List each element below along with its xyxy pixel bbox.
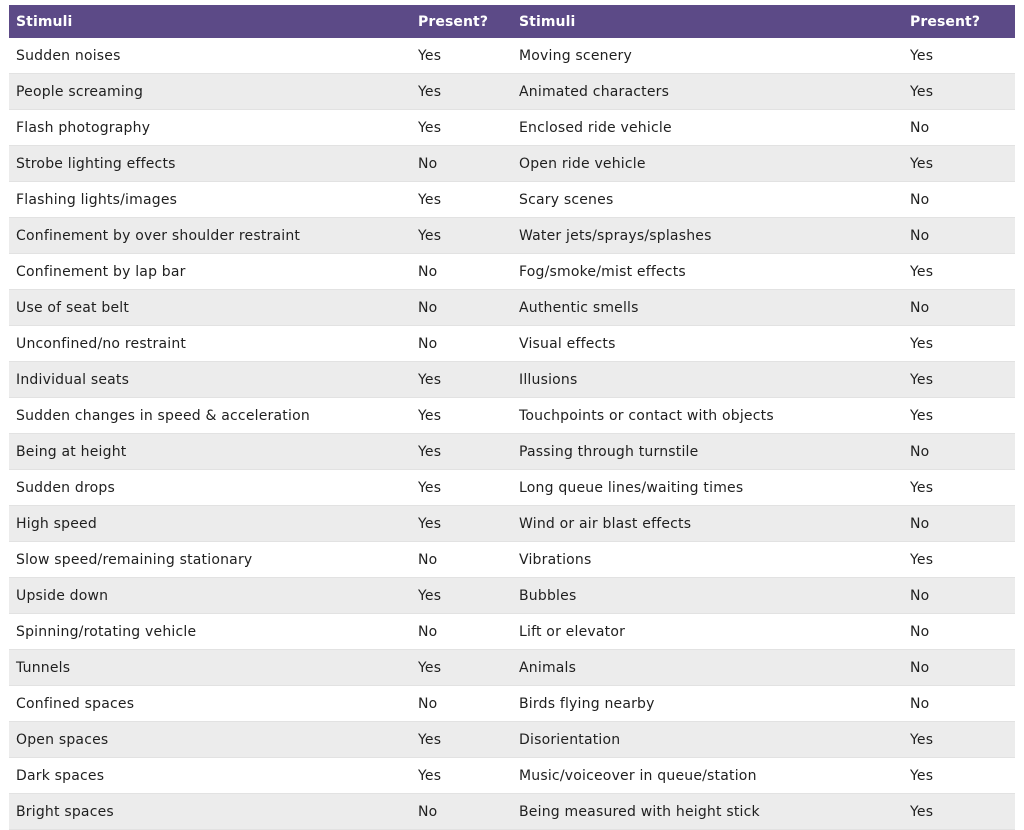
table-row bbox=[9, 182, 1015, 218]
table-row bbox=[9, 578, 1015, 614]
stimulus-left-cell: Spinning/rotating vehicle bbox=[9, 614, 411, 650]
stimulus-right-cell: Animated characters bbox=[512, 74, 903, 110]
present-right-cell: Yes bbox=[903, 470, 1015, 506]
stimulus-left-cell: Sudden changes in speed & acceleration bbox=[9, 398, 411, 434]
present-right-cell: No bbox=[903, 110, 1015, 146]
stimulus-left-cell: Confined spaces bbox=[9, 686, 411, 722]
stimulus-left-cell: Dark spaces bbox=[9, 758, 411, 794]
stimulus-left-cell: Sudden noises bbox=[9, 38, 411, 74]
table-row bbox=[9, 362, 1015, 398]
present-right-cell: Yes bbox=[903, 794, 1015, 830]
table-row bbox=[9, 614, 1015, 650]
present-left-cell: Yes bbox=[411, 470, 512, 506]
table-row bbox=[9, 506, 1015, 542]
present-right-cell: No bbox=[903, 182, 1015, 218]
stimulus-right-cell: Animals bbox=[512, 650, 903, 686]
present-left-cell: Yes bbox=[411, 218, 512, 254]
stimulus-right-cell: Touchpoints or contact with objects bbox=[512, 398, 903, 434]
present-right-cell: Yes bbox=[903, 398, 1015, 434]
present-left-cell: Yes bbox=[411, 182, 512, 218]
stimulus-left-cell: High speed bbox=[9, 506, 411, 542]
stimulus-right-cell: Bubbles bbox=[512, 578, 903, 614]
stimulus-right-cell: Long queue lines/waiting times bbox=[512, 470, 903, 506]
table-row bbox=[9, 398, 1015, 434]
present-left-cell: No bbox=[411, 542, 512, 578]
stimulus-left-cell: Flashing lights/images bbox=[9, 182, 411, 218]
present-left-cell: Yes bbox=[411, 362, 512, 398]
table-row bbox=[9, 74, 1015, 110]
present-left-cell: Yes bbox=[411, 722, 512, 758]
stimulus-right-cell: Being measured with height stick bbox=[512, 794, 903, 830]
table-row bbox=[9, 794, 1015, 830]
present-right-cell: No bbox=[903, 686, 1015, 722]
header-present-left: Present? bbox=[411, 5, 512, 38]
present-right-cell: No bbox=[903, 506, 1015, 542]
stimuli-table bbox=[9, 5, 1015, 830]
table-row bbox=[9, 542, 1015, 578]
table-row bbox=[9, 218, 1015, 254]
stimulus-left-cell: Use of seat belt bbox=[9, 290, 411, 326]
present-left-cell: Yes bbox=[411, 110, 512, 146]
header-stimuli-right: Stimuli bbox=[512, 5, 903, 38]
present-left-cell: No bbox=[411, 794, 512, 830]
stimulus-right-cell: Open ride vehicle bbox=[512, 146, 903, 182]
present-right-cell: Yes bbox=[903, 362, 1015, 398]
stimulus-left-cell: Strobe lighting effects bbox=[9, 146, 411, 182]
stimulus-left-cell: Upside down bbox=[9, 578, 411, 614]
stimulus-right-cell: Illusions bbox=[512, 362, 903, 398]
header-stimuli-left: Stimuli bbox=[9, 5, 411, 38]
present-left-cell: No bbox=[411, 614, 512, 650]
table-row bbox=[9, 146, 1015, 182]
present-right-cell: Yes bbox=[903, 74, 1015, 110]
present-left-cell: No bbox=[411, 686, 512, 722]
present-right-cell: No bbox=[903, 578, 1015, 614]
present-right-cell: Yes bbox=[903, 326, 1015, 362]
present-right-cell: Yes bbox=[903, 542, 1015, 578]
present-left-cell: Yes bbox=[411, 434, 512, 470]
present-right-cell: No bbox=[903, 650, 1015, 686]
stimulus-right-cell: Wind or air blast effects bbox=[512, 506, 903, 542]
present-left-cell: No bbox=[411, 254, 512, 290]
present-right-cell: Yes bbox=[903, 758, 1015, 794]
present-right-cell: Yes bbox=[903, 38, 1015, 74]
stimulus-left-cell: Tunnels bbox=[9, 650, 411, 686]
stimulus-left-cell: Unconfined/no restraint bbox=[9, 326, 411, 362]
present-left-cell: Yes bbox=[411, 578, 512, 614]
header-row bbox=[9, 5, 1015, 38]
present-right-cell: Yes bbox=[903, 146, 1015, 182]
present-right-cell: Yes bbox=[903, 254, 1015, 290]
present-right-cell: No bbox=[903, 614, 1015, 650]
stimulus-right-cell: Authentic smells bbox=[512, 290, 903, 326]
present-left-cell: Yes bbox=[411, 758, 512, 794]
table-row bbox=[9, 758, 1015, 794]
stimulus-left-cell: Sudden drops bbox=[9, 470, 411, 506]
stimulus-left-cell: Flash photography bbox=[9, 110, 411, 146]
stimulus-left-cell: Open spaces bbox=[9, 722, 411, 758]
stimulus-left-cell: Confinement by over shoulder restraint bbox=[9, 218, 411, 254]
table-row bbox=[9, 650, 1015, 686]
stimulus-left-cell: Being at height bbox=[9, 434, 411, 470]
table-row bbox=[9, 470, 1015, 506]
table-row bbox=[9, 326, 1015, 362]
present-left-cell: Yes bbox=[411, 74, 512, 110]
stimulus-right-cell: Music/voiceover in queue/station bbox=[512, 758, 903, 794]
stimulus-right-cell: Vibrations bbox=[512, 542, 903, 578]
stimulus-right-cell: Disorientation bbox=[512, 722, 903, 758]
present-right-cell: Yes bbox=[903, 722, 1015, 758]
table-row bbox=[9, 38, 1015, 74]
table-row bbox=[9, 434, 1015, 470]
header-present-right: Present? bbox=[903, 5, 1015, 38]
present-left-cell: No bbox=[411, 146, 512, 182]
table-row bbox=[9, 254, 1015, 290]
stimulus-left-cell: Slow speed/remaining stationary bbox=[9, 542, 411, 578]
stimulus-right-cell: Birds flying nearby bbox=[512, 686, 903, 722]
table-row bbox=[9, 722, 1015, 758]
stimulus-right-cell: Water jets/sprays/splashes bbox=[512, 218, 903, 254]
present-right-cell: No bbox=[903, 434, 1015, 470]
present-left-cell: Yes bbox=[411, 38, 512, 74]
stimuli-table-container bbox=[9, 5, 1015, 830]
present-left-cell: No bbox=[411, 326, 512, 362]
table-row bbox=[9, 110, 1015, 146]
stimulus-left-cell: Confinement by lap bar bbox=[9, 254, 411, 290]
table-row bbox=[9, 686, 1015, 722]
present-left-cell: Yes bbox=[411, 650, 512, 686]
present-left-cell: No bbox=[411, 290, 512, 326]
table-row bbox=[9, 290, 1015, 326]
stimulus-right-cell: Scary scenes bbox=[512, 182, 903, 218]
stimulus-left-cell: People screaming bbox=[9, 74, 411, 110]
stimulus-right-cell: Enclosed ride vehicle bbox=[512, 110, 903, 146]
stimulus-left-cell: Bright spaces bbox=[9, 794, 411, 830]
stimulus-left-cell: Individual seats bbox=[9, 362, 411, 398]
present-right-cell: No bbox=[903, 290, 1015, 326]
stimulus-right-cell: Visual effects bbox=[512, 326, 903, 362]
present-left-cell: Yes bbox=[411, 506, 512, 542]
stimulus-right-cell: Fog/smoke/mist effects bbox=[512, 254, 903, 290]
table-header bbox=[9, 5, 1015, 38]
stimulus-right-cell: Passing through turnstile bbox=[512, 434, 903, 470]
present-left-cell: Yes bbox=[411, 398, 512, 434]
stimulus-right-cell: Lift or elevator bbox=[512, 614, 903, 650]
table-body bbox=[9, 38, 1015, 830]
present-right-cell: No bbox=[903, 218, 1015, 254]
stimulus-right-cell: Moving scenery bbox=[512, 38, 903, 74]
